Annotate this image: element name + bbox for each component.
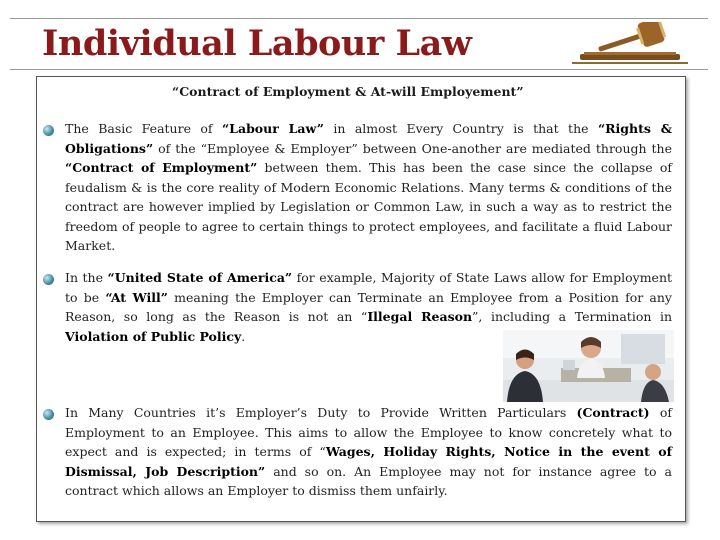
text-run: of the “Employee & Employer” between One-another are mediated through the bbox=[153, 140, 672, 156]
sphere-bullet-icon bbox=[43, 274, 54, 285]
text-run: for example, Majority of State Laws allow for Employment to be bbox=[65, 270, 673, 305]
bold-phrase: Violation of Public Policy bbox=[65, 328, 242, 344]
gavel-icon bbox=[570, 22, 690, 68]
bold-phrase: “United State of America” bbox=[107, 270, 293, 285]
text-run: in almost Every Country is that the bbox=[323, 121, 598, 136]
text-run: ”, including a Termination in bbox=[472, 309, 673, 324]
paragraph-contract bbox=[65, 119, 672, 256]
text-run: . bbox=[241, 328, 246, 344]
text-run: and so on. An Employee may not for instance agree to a contract which allows an Employer to dismiss them unfairly. bbox=[65, 463, 672, 498]
paragraph-written-particulars bbox=[65, 403, 672, 501]
text-run: meaning the Employer can Terminate an Employee from a Position for any Reason, so long as the Reason is not an “ bbox=[65, 289, 672, 324]
text-run: of Employment to an Employee. This aims to allow the Employee to know concretely what to expect and is expected; in terms of “ bbox=[65, 405, 672, 459]
bold-phrase: “Contract of Employment” bbox=[65, 160, 258, 175]
text-run: In the bbox=[65, 270, 108, 285]
text-run: In Many Countries it’s Employer’s Duty to Provide Written Particulars bbox=[65, 405, 577, 420]
bold-phrase: Illegal Reason bbox=[367, 309, 473, 324]
subtitle: “Contract of Employment & At-will Employement” bbox=[172, 84, 524, 99]
text-run: between them. This has been the case since the collapse of feudalism & is the core reality of Modern Economic Relations. Many terms & conditions of the contract are however implied by Legislation or Common Law, in such a way as to restrict the freedom of people to agree to certain things to protect employees, and facilitate a fluid Labour Market. bbox=[65, 160, 672, 253]
office-meeting-photo bbox=[503, 330, 674, 402]
sphere-bullet-icon bbox=[43, 125, 54, 136]
bold-phrase: “Labour Law” bbox=[221, 121, 324, 136]
sphere-bullet-icon bbox=[43, 409, 54, 420]
bold-phrase: “At Will” bbox=[105, 289, 168, 305]
bold-phrase: “Rights & Obligations” bbox=[65, 121, 672, 156]
bold-phrase: Wages, Holiday Rights, Notice in the event of Dismissal, Job Description” bbox=[65, 444, 672, 479]
bold-phrase: (Contract) bbox=[576, 405, 650, 420]
text-run: The Basic Feature of bbox=[65, 121, 222, 136]
page-title: Individual Labour Law bbox=[42, 23, 472, 64]
